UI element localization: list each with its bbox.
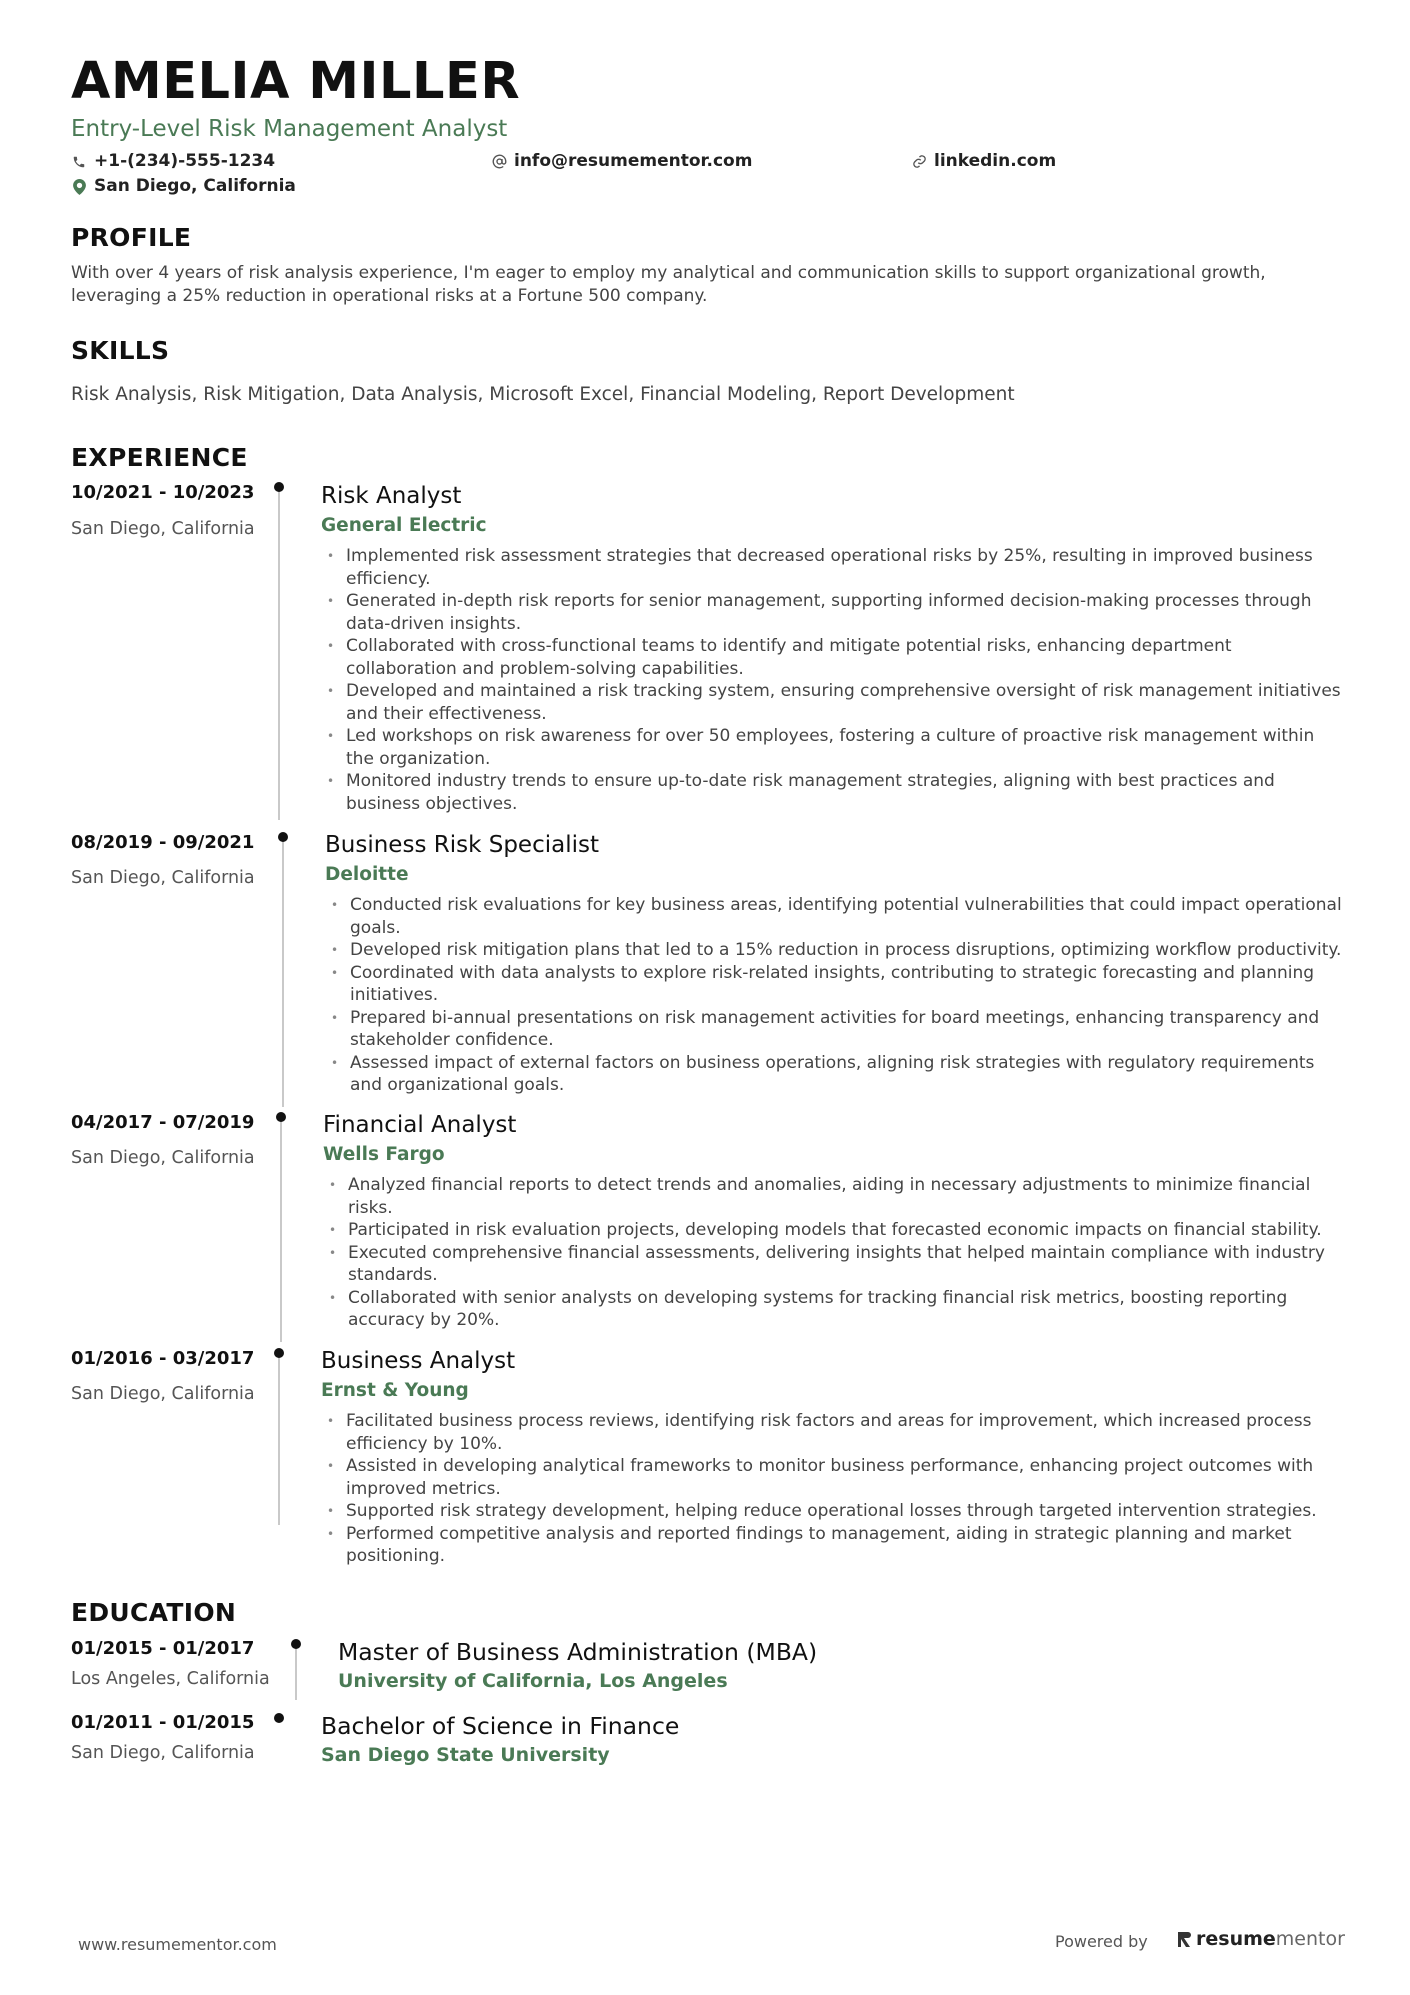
- footer-website-link[interactable]: www.resumementor.com: [78, 1935, 277, 1954]
- list-item: • Collaborated with senior analysts on developing systems for tracking financial risk metrics, boosting reporting accuracy by 20%.: [323, 1287, 1343, 1332]
- candidate-name: AMELIA MILLER: [71, 52, 521, 111]
- list-item: • Developed risk mitigation plans that led to a 15% reduction in process disruptions, optimizing workflow productivity.: [325, 939, 1345, 962]
- list-item: • Conducted risk evaluations for key business areas, identifying potential vulnerabilities that could impact operational goals.: [325, 894, 1345, 939]
- linkedin-text: linkedin.com: [934, 151, 1057, 171]
- job-company: Ernst & Young: [321, 1380, 469, 1401]
- job-dates: 04/2017 - 07/2019: [71, 1112, 255, 1133]
- job-title: Business Analyst: [321, 1348, 516, 1374]
- list-item: • Led workshops on risk awareness for over 50 employees, fostering a culture of proactive risk management within the organization.: [321, 725, 1341, 770]
- degree-title: Master of Business Administration (MBA): [338, 1638, 818, 1666]
- timeline-dot: [291, 1639, 301, 1649]
- list-item: • Assessed impact of external factors on business operations, aligning risk strategies with regulatory requirements and organizational goals.: [325, 1052, 1345, 1097]
- education-location: San Diego, California: [71, 1743, 255, 1763]
- skills-heading: SKILLS: [71, 336, 170, 365]
- timeline-dot: [276, 1112, 286, 1122]
- timeline-line: [278, 1353, 280, 1525]
- job-location: San Diego, California: [71, 519, 255, 539]
- contact-linkedin[interactable]: [911, 153, 1056, 170]
- profile-text: With over 4 years of risk analysis experience, I'm eager to employ my analytical and communication skills to support organizational growth, leveraging a 25% reduction in operational risks at a Fortune 500 company.: [71, 263, 1266, 306]
- timeline-line: [295, 1644, 297, 1700]
- list-item: • Generated in-depth risk reports for senior management, supporting informed decision-making processes through data-driven insights.: [321, 590, 1341, 635]
- contact-email[interactable]: [491, 153, 752, 170]
- list-item: • Developed and maintained a risk tracking system, ensuring comprehensive oversight of risk management initiatives and their effectiveness.: [321, 680, 1341, 725]
- job-company: Wells Fargo: [323, 1144, 445, 1165]
- job-location: San Diego, California: [71, 868, 255, 888]
- education-location: Los Angeles, California: [71, 1669, 270, 1689]
- job-title: Risk Analyst: [321, 483, 462, 509]
- education-heading: EDUCATION: [71, 1598, 237, 1627]
- timeline-dot: [274, 1348, 284, 1358]
- phone-icon: [71, 154, 87, 170]
- email-text: info@resumementor.com: [514, 151, 753, 171]
- resumementor-logo-icon: [1178, 1930, 1192, 1948]
- logo-text-resume: resume: [1196, 1928, 1276, 1950]
- job-dates: 08/2019 - 09/2021: [71, 832, 255, 853]
- list-item: • Monitored industry trends to ensure up-to-date risk management strategies, aligning with best practices and business objectives.: [321, 770, 1341, 815]
- timeline-line: [278, 487, 280, 820]
- contact-location: [71, 178, 296, 195]
- job-bullets: [325, 894, 1345, 1097]
- footer-powered-by: Powered by: [1055, 1932, 1148, 1951]
- school-name: San Diego State University: [321, 1744, 610, 1766]
- experience-heading: EXPERIENCE: [71, 443, 248, 472]
- timeline-line: [282, 837, 284, 1107]
- list-item: • Coordinated with data analysts to explore risk-related insights, contributing to strategic forecasting and planning initiatives.: [325, 962, 1345, 1007]
- phone-text: +1-(234)-555-1234: [94, 151, 276, 171]
- job-location: San Diego, California: [71, 1148, 255, 1168]
- job-title: Financial Analyst: [323, 1112, 517, 1138]
- skills-text: Risk Analysis, Risk Mitigation, Data Analysis, Microsoft Excel, Financial Modeling, Report Development: [71, 384, 1015, 405]
- location-text: San Diego, California: [94, 176, 296, 196]
- education-dates: 01/2011 - 01/2015: [71, 1712, 255, 1733]
- at-icon: [491, 154, 507, 170]
- logo-text-mentor: mentor: [1275, 1928, 1345, 1950]
- link-icon: [911, 154, 927, 170]
- candidate-role: Entry-Level Risk Management Analyst: [71, 116, 508, 142]
- list-item: • Supported risk strategy development, helping reduce operational losses through targeted intervention strategies.: [321, 1500, 1341, 1523]
- profile-heading: PROFILE: [71, 223, 192, 252]
- list-item: • Executed comprehensive financial assessments, delivering insights that helped maintain compliance with industry standards.: [323, 1242, 1343, 1287]
- list-item: • Assisted in developing analytical frameworks to monitor business performance, enhancing project outcomes with improved metrics.: [321, 1455, 1341, 1500]
- job-location: San Diego, California: [71, 1384, 255, 1404]
- job-dates: 10/2021 - 10/2023: [71, 482, 255, 503]
- school-name: University of California, Los Angeles: [338, 1670, 728, 1692]
- list-item: • Participated in risk evaluation projects, developing models that forecasted economic impacts on financial stability.: [323, 1219, 1343, 1242]
- degree-title: Bachelor of Science in Finance: [321, 1712, 680, 1740]
- list-item: • Prepared bi-annual presentations on risk management activities for board meetings, enhancing transparency and stakeholder confidence.: [325, 1007, 1345, 1052]
- timeline-line: [280, 1117, 282, 1342]
- list-item: • Collaborated with cross-functional teams to identify and mitigate potential risks, enhancing department collaboration and problem-solving capabilities.: [321, 635, 1341, 680]
- list-item: • Implemented risk assessment strategies that decreased operational risks by 25%, resulting in improved business efficiency.: [321, 545, 1341, 590]
- list-item: • Analyzed financial reports to detect trends and anomalies, aiding in necessary adjustments to minimize financial risks.: [323, 1174, 1343, 1219]
- contact-phone[interactable]: [71, 153, 275, 170]
- timeline-dot: [274, 1713, 284, 1723]
- job-bullets: [323, 1174, 1343, 1332]
- job-company: Deloitte: [325, 864, 409, 885]
- education-dates: 01/2015 - 01/2017: [71, 1638, 255, 1659]
- location-pin-icon: [71, 179, 87, 195]
- job-company: General Electric: [321, 515, 487, 536]
- timeline-dot: [278, 832, 288, 842]
- list-item: • Performed competitive analysis and reported findings to management, aiding in strategic planning and market positioning.: [321, 1523, 1341, 1568]
- list-item: • Facilitated business process reviews, identifying risk factors and areas for improvement, which increased process efficiency by 10%.: [321, 1410, 1341, 1455]
- job-dates: 01/2016 - 03/2017: [71, 1348, 255, 1369]
- job-title: Business Risk Specialist: [325, 832, 599, 858]
- job-bullets: [321, 545, 1341, 815]
- resumementor-logo[interactable]: [1178, 1928, 1345, 1950]
- timeline-dot: [274, 482, 284, 492]
- job-bullets: [321, 1410, 1341, 1568]
